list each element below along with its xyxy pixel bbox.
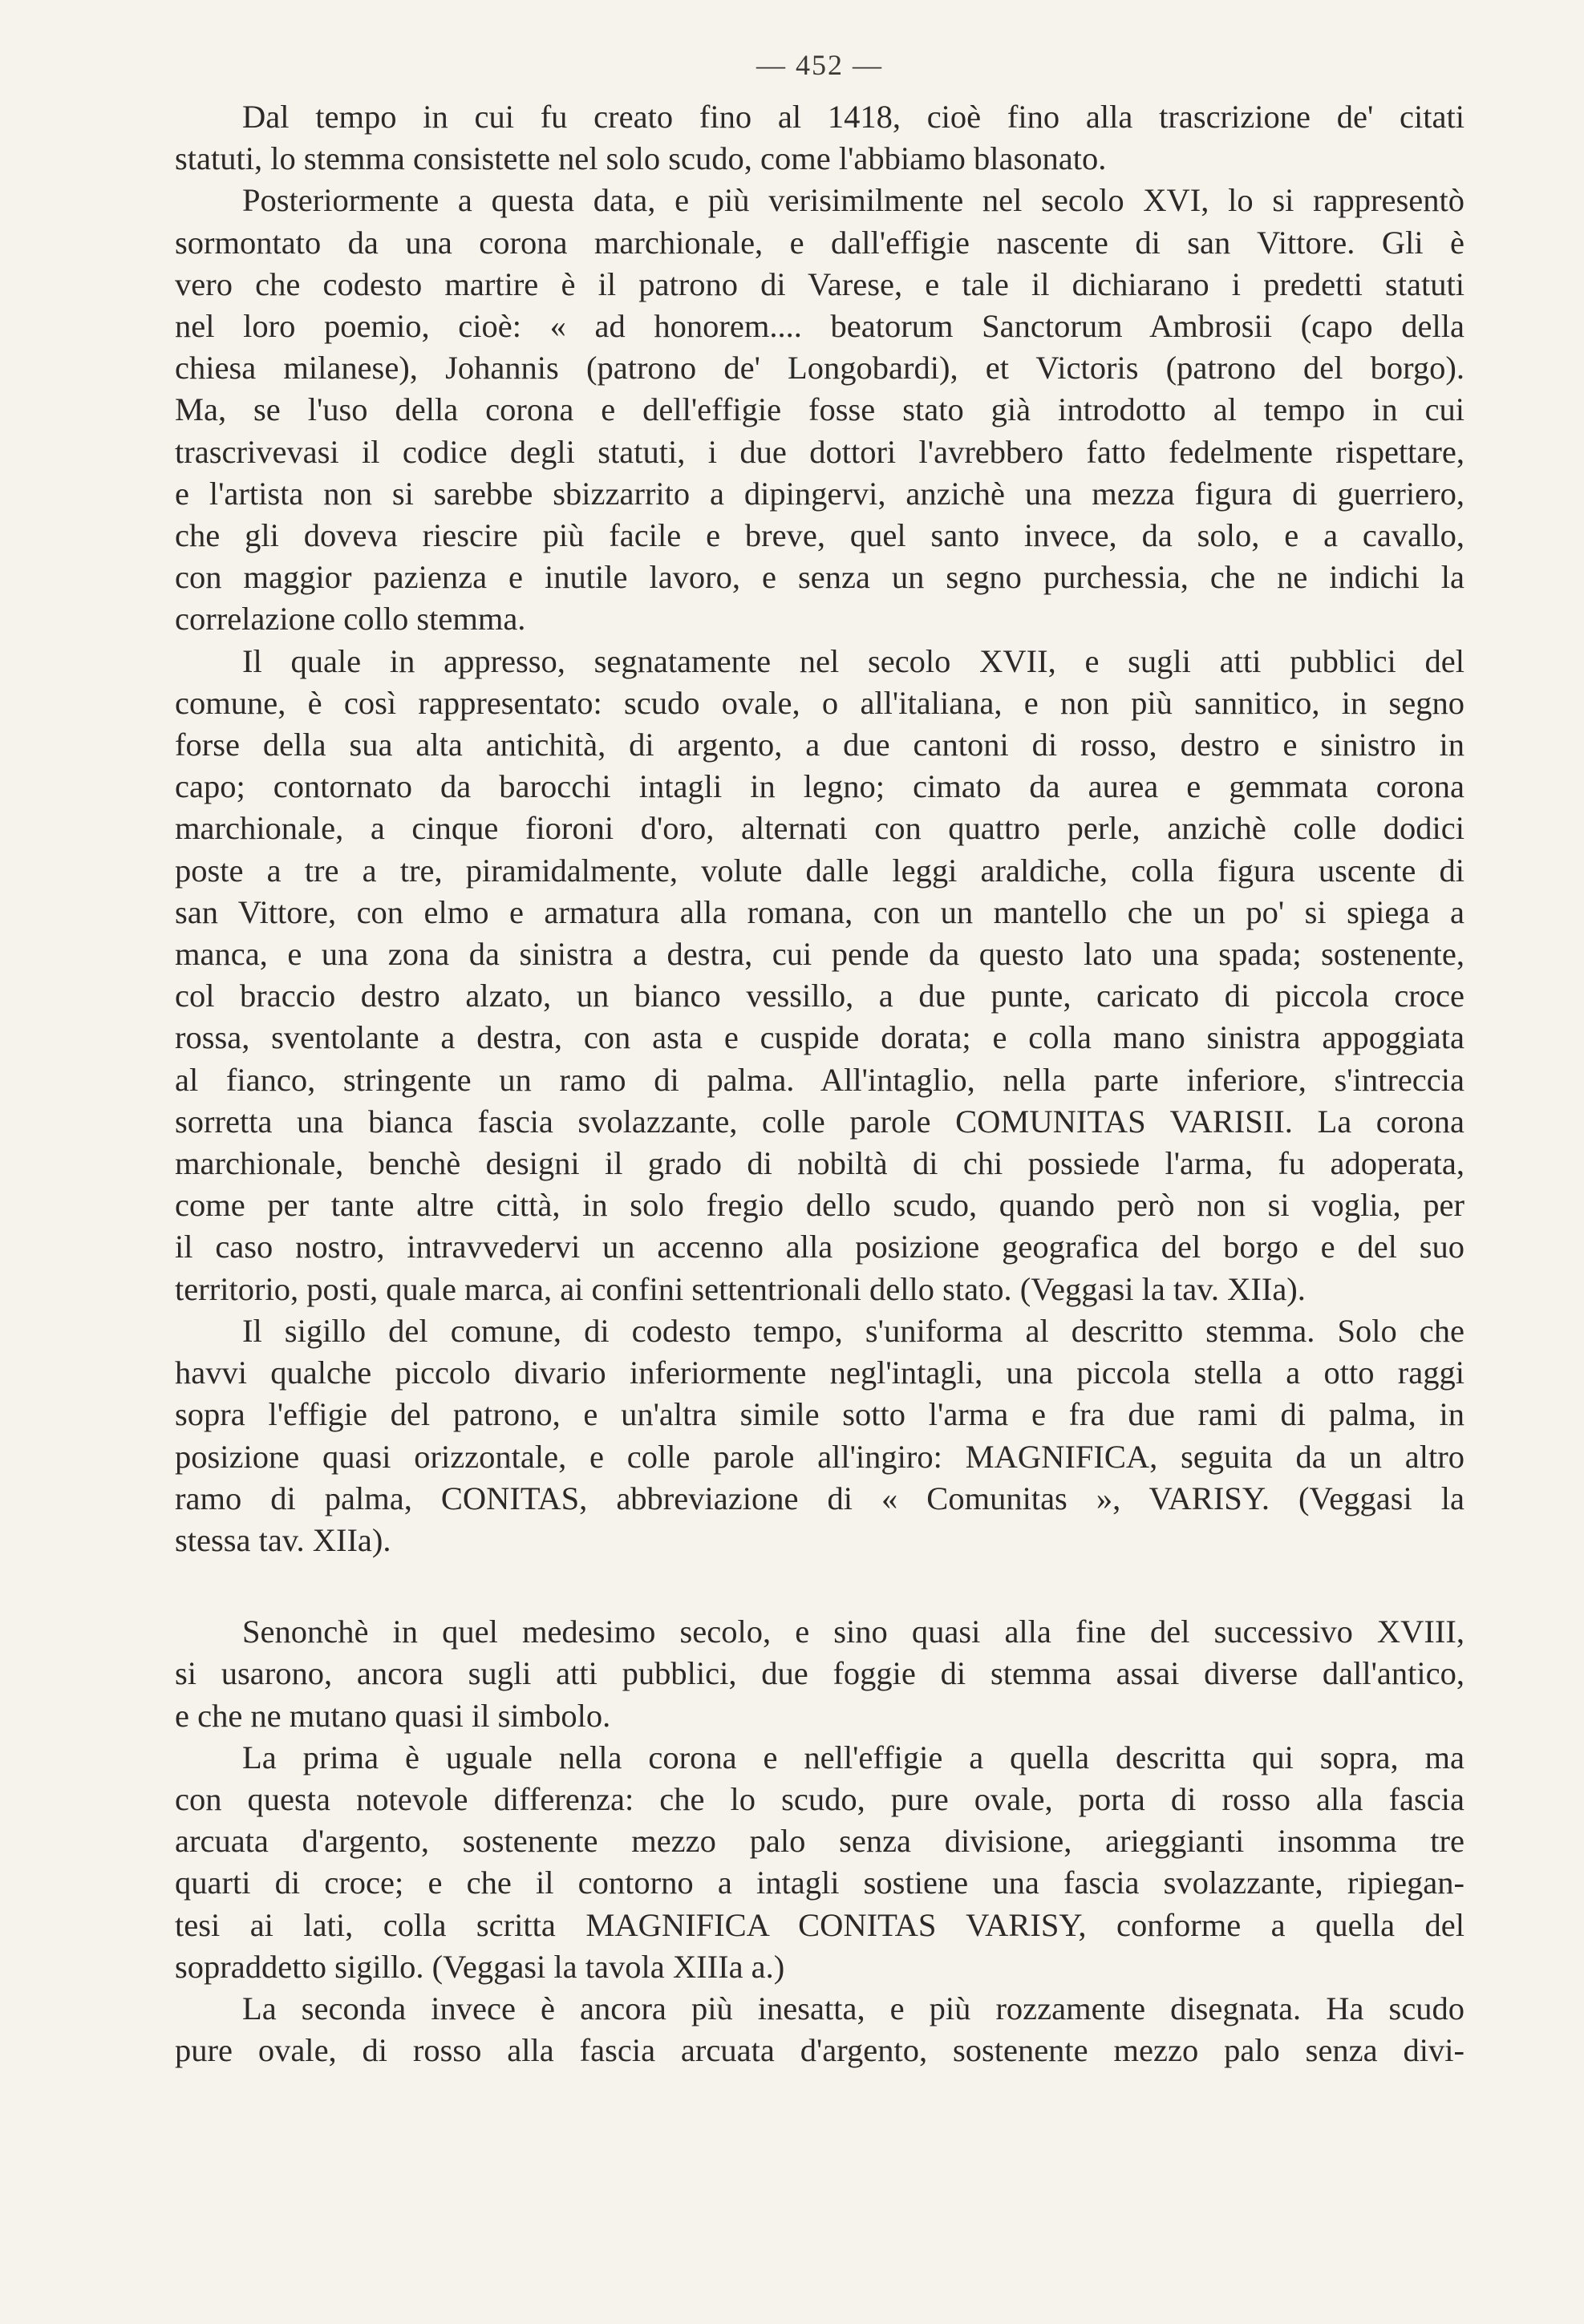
text-line: san Vittore, con elmo e armatura alla romana, con un mantello che un po' si spiega a xyxy=(175,893,1464,930)
text-line: sormontato da una corona marchionale, e dall'effigie nascente di san Vittore. Gli è xyxy=(175,224,1464,261)
paragraph xyxy=(175,1310,1464,1561)
text-line: posizione quasi orizzontale, e colle parole all'ingiro: MAGNIFICA, seguita da un altro xyxy=(175,1438,1464,1475)
text-line: rossa, sventolante a destra, con asta e cuspide dorata; e colla mano sinistra appoggiata xyxy=(175,1019,1464,1056)
text-line: Il quale in appresso, segnatamente nel secolo XVII, e sugli atti pubblici del xyxy=(242,642,1464,679)
text-line: marchionale, a cinque fioroni d'oro, alternati con quattro perle, anzichè colle dodici xyxy=(175,810,1464,847)
text-line: trascrivevasi il codice degli statuti, i due dottori l'avrebbero fatto fedelmente rispettare, xyxy=(175,433,1464,470)
text-line: pure ovale, di rosso alla fascia arcuata d'argento, sostenente mezzo palo senza divi- xyxy=(175,2032,1464,2069)
text-line: statuti, lo stemma consistette nel solo scudo, come l'abbiamo blasonato. xyxy=(175,140,1107,177)
paragraph xyxy=(175,1988,1464,2071)
text-line: il caso nostro, intravvedervi un accenno alla posizione geografica del borgo e del suo xyxy=(175,1229,1464,1265)
text-line: correlazione collo stemma. xyxy=(175,601,526,638)
text-line: poste a tre a tre, piramidalmente, volute dalle leggi araldiche, colla figura uscente di xyxy=(175,852,1464,889)
text-line: La prima è uguale nella corona e nell'effigie a quella descritta qui sopra, ma xyxy=(242,1739,1464,1775)
paragraph xyxy=(175,641,1464,1310)
text-line: come per tante altre città, in solo fregio dello scudo, quando però non si voglia, per xyxy=(175,1187,1464,1224)
text-line: al fianco, stringente un ramo di palma. All'intaglio, nella parte inferiore, s'intreccia xyxy=(175,1061,1464,1098)
text-line: ramo di palma, CONITAS, abbreviazione di « Comunitas », VARISY. (Veggasi la xyxy=(175,1480,1464,1516)
text-line: Il sigillo del comune, di codesto tempo, s'uniforma al descritto stemma. Solo che xyxy=(242,1312,1464,1349)
text-line: forse della sua alta antichità, di argento, a due cantoni di rosso, destro e sinistro in xyxy=(175,727,1464,763)
text-line: tesi ai lati, colla scritta MAGNIFICA CONITAS VARISY, conforme a quella del xyxy=(175,1906,1464,1943)
text-line: quarti di croce; e che il contorno a intagli sostiene una fascia svolazzante, ripiegan- xyxy=(175,1864,1464,1901)
page-number: — 452 — xyxy=(756,49,883,81)
text-line: vero che codesto martire è il patrono di Varese, e tale il dichiarano i predetti statuti xyxy=(175,265,1464,302)
text-line: manca, e una zona da sinistra a destra, cui pende da questo lato una spada; sostenente, xyxy=(175,936,1464,973)
text-line: Senonchè in quel medesimo secolo, e sino quasi alla fine del successivo XVIII, xyxy=(242,1613,1464,1650)
text-line: Dal tempo in cui fu creato fino al 1418, cioè fino alla trascrizione de' citati xyxy=(242,99,1464,135)
text-line: La seconda invece è ancora più inesatta, e più rozzamente disegnata. Ha scudo xyxy=(242,1990,1464,2026)
text-line: sopraddetto sigillo. (Veggasi la tavola XIIIa a.) xyxy=(175,1948,785,1985)
text-line: sopra l'effigie del patrono, e un'altra simile sotto l'arma e fra due rami di palma, in xyxy=(175,1396,1464,1433)
paragraph xyxy=(175,96,1464,180)
text-line: sorretta una bianca fascia svolazzante, colle parole COMUNITAS VARISII. La corona xyxy=(175,1103,1464,1140)
text-line: con questa notevole differenza: che lo scudo, pure ovale, porta di rosso alla fascia xyxy=(175,1780,1464,1817)
paragraph xyxy=(175,1611,1464,1737)
text-line: che gli doveva riescire più facile e breve, quel santo invece, da solo, e a cavallo, xyxy=(175,517,1464,554)
text-line: Ma, se l'uso della corona e dell'effigie fosse stato già introdotto al tempo in cui xyxy=(175,391,1464,428)
paragraph xyxy=(175,1737,1464,1988)
text-line: nel loro poemio, cioè: « ad honorem.... beatorum Sanctorum Ambrosii (capo della xyxy=(175,308,1464,345)
text-line: chiesa milanese), Johannis (patrono de' Longobardi), et Victoris (patrono del borgo). xyxy=(175,350,1464,387)
text-line: col braccio destro alzato, un bianco vessillo, a due punte, caricato di piccola croce xyxy=(175,978,1464,1014)
text-line: marchionale, benchè designi il grado di nobiltà di chi possiede l'arma, fu adoperata, xyxy=(175,1145,1464,1182)
document-page xyxy=(175,48,1464,2071)
text-line: territorio, posti, quale marca, ai confini settentrionali dello stato. (Veggasi la tav. XIIa). xyxy=(175,1270,1306,1307)
text-line: arcuata d'argento, sostenente mezzo palo senza divisione, arieggianti insomma tre xyxy=(175,1823,1464,1860)
paragraph xyxy=(175,180,1464,640)
text-line: stessa tav. XIIa). xyxy=(175,1521,391,1558)
text-line: con maggior pazienza e inutile lavoro, e senza un segno purchessia, che ne indichi la xyxy=(175,559,1464,596)
text-line: e che ne mutano quasi il simbolo. xyxy=(175,1697,611,1734)
text-line: comune, è così rappresentato: scudo ovale, o all'italiana, e non più sannitico, in segno xyxy=(175,684,1464,721)
section-gap xyxy=(175,1561,1464,1611)
text-line: Posteriormente a questa data, e più verisimilmente nel secolo XVI, lo si rappresentò xyxy=(242,182,1464,219)
text-line: capo; contornato da barocchi intagli in legno; cimato da aurea e gemmata corona xyxy=(175,768,1464,805)
text-line: havvi qualche piccolo divario inferiormente negl'intagli, una piccola stella a otto raggi xyxy=(175,1354,1464,1391)
text-line: si usarono, ancora sugli atti pubblici, due foggie di stemma assai diverse dall'antico, xyxy=(175,1655,1464,1692)
text-line: e l'artista non si sarebbe sbizzarrito a dipingervi, anzichè una mezza figura di guerriero, xyxy=(175,475,1464,512)
